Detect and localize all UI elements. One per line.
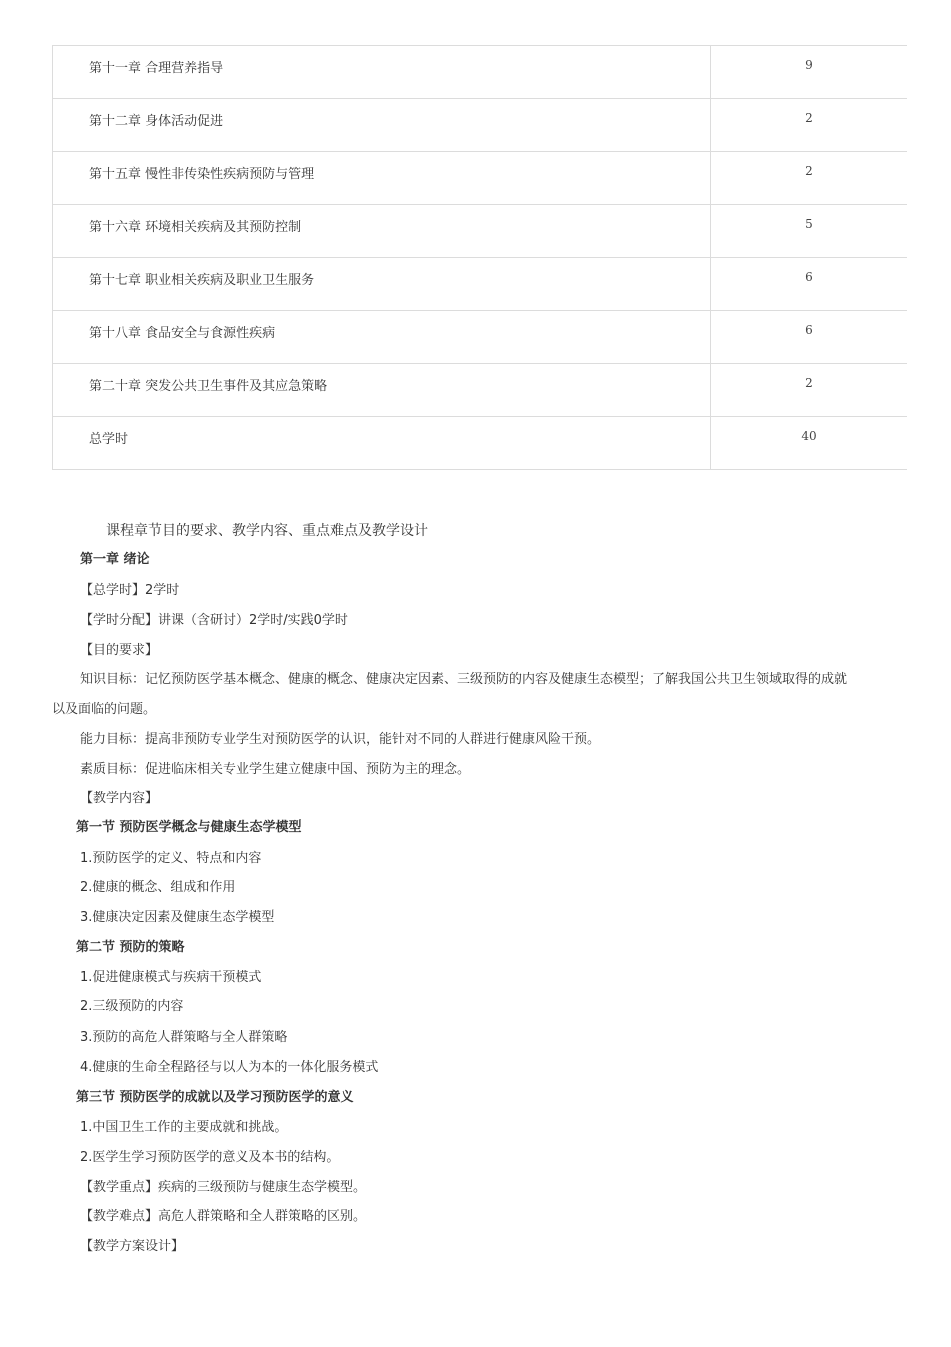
total-hours-text: 【总学时】2学时 — [80, 583, 180, 598]
knowledge-goal-continued: 以及面临的问题。 — [52, 702, 157, 717]
chapter-hours: 6 — [711, 258, 908, 311]
ability-goal: 能力目标：提高非预防专业学生对预防医学的认识，能针对不同的人群进行健康风险干预。 — [80, 732, 601, 747]
chapter-name: 第十六章 环境相关疾病及其预防控制 — [53, 205, 711, 258]
list-item: 3.健康决定因素及健康生态学模型 — [80, 910, 275, 925]
section2-title: 第二节 预防的策略 — [76, 940, 185, 955]
table-row — [53, 46, 908, 99]
table-row-total — [53, 417, 908, 470]
chapter-name: 第十一章 合理营养指导 — [53, 46, 711, 99]
list-item: 2.医学生学习预防医学的意义及本书的结构。 — [80, 1150, 340, 1165]
chapter-name: 第十五章 慢性非传染性疾病预防与管理 — [53, 152, 711, 205]
total-hours: 40 — [711, 417, 908, 470]
list-item: 2.三级预防的内容 — [80, 999, 184, 1014]
chapter-name: 第二十章 突发公共卫生事件及其应急策略 — [53, 364, 711, 417]
chapter-name: 第十七章 职业相关疾病及职业卫生服务 — [53, 258, 711, 311]
section3-title: 第三节 预防医学的成就以及学习预防医学的意义 — [76, 1090, 354, 1105]
table-row — [53, 311, 908, 364]
table-row — [53, 364, 908, 417]
course-hours-table — [52, 45, 907, 470]
objectives-label: 【目的要求】 — [80, 643, 159, 658]
knowledge-goal: 知识目标：记忆预防医学基本概念、健康的概念、健康决定因素、三级预防的内容及健康生态模型；了解我国公共卫生领域取得的成就 — [80, 672, 848, 687]
table-row — [53, 205, 908, 258]
content-label: 【教学内容】 — [80, 791, 159, 806]
chapter-hours: 2 — [711, 364, 908, 417]
table-row — [53, 99, 908, 152]
chapter-title: 第一章 绪论 — [80, 552, 150, 567]
list-item: 1.促进健康模式与疾病干预模式 — [80, 970, 262, 985]
chapter-hours: 2 — [711, 152, 908, 205]
chapter-hours: 2 — [711, 99, 908, 152]
hour-allocation-text: 【学时分配】讲课（含研讨）2学时/实践0学时 — [80, 613, 348, 628]
key-points: 【教学重点】疾病的三级预防与健康生态学模型。 — [80, 1180, 367, 1195]
chapter-hours: 5 — [711, 205, 908, 258]
difficulties: 【教学难点】高危人群策略和全人群策略的区别。 — [80, 1209, 367, 1224]
section-intro: 课程章节目的要求、教学内容、重点难点及教学设计 — [106, 523, 428, 539]
list-item: 1.预防医学的定义、特点和内容 — [80, 851, 262, 866]
quality-goal: 素质目标：促进临床相关专业学生建立健康中国、预防为主的理念。 — [80, 762, 471, 777]
table-row — [53, 258, 908, 311]
list-item: 1.中国卫生工作的主要成就和挑战。 — [80, 1120, 288, 1135]
list-item: 3.预防的高危人群策略与全人群策略 — [80, 1030, 288, 1045]
table-row — [53, 152, 908, 205]
chapter-hours: 9 — [711, 46, 908, 99]
total-label: 总学时 — [53, 417, 711, 470]
section1-title: 第一节 预防医学概念与健康生态学模型 — [76, 820, 302, 835]
list-item: 4.健康的生命全程路径与以人为本的一体化服务模式 — [80, 1060, 379, 1075]
chapter-name: 第十二章 身体活动促进 — [53, 99, 711, 152]
chapter-name: 第十八章 食品安全与食源性疾病 — [53, 311, 711, 364]
chapter-hours: 6 — [711, 311, 908, 364]
list-item: 2.健康的概念、组成和作用 — [80, 880, 236, 895]
design-label: 【教学方案设计】 — [80, 1239, 185, 1254]
